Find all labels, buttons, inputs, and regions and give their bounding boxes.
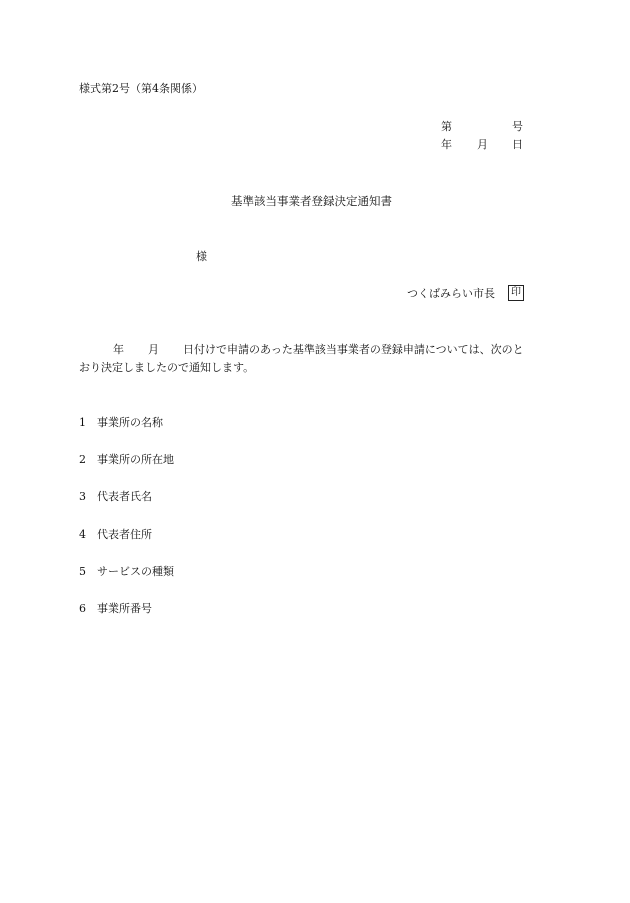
list-item <box>79 528 152 542</box>
item-number: 1 <box>79 416 86 429</box>
list-item <box>79 602 152 616</box>
list-item <box>79 490 152 504</box>
item-number: 2 <box>79 453 86 466</box>
item-number: 3 <box>79 490 86 503</box>
number-suffix: 号 <box>512 120 523 133</box>
item-label: 事業所番号 <box>97 602 152 615</box>
list-item <box>79 565 174 579</box>
form-label: 様式第2号（第4条関係） <box>79 82 203 95</box>
body-year: 年 <box>113 343 124 356</box>
addressee-honorific: 様 <box>196 250 207 263</box>
item-number: 4 <box>79 528 86 541</box>
item-label: 事業所の名称 <box>97 416 163 429</box>
body-text-line-2: おり決定しましたので通知します。 <box>79 361 255 374</box>
item-label: 代表者住所 <box>97 528 152 541</box>
body-text-line-1 <box>79 343 524 357</box>
item-label: 事業所の所在地 <box>97 453 174 466</box>
item-number: 5 <box>79 565 86 578</box>
document-title: 基準該当事業者登録決定通知書 <box>231 194 392 208</box>
body-line1-rest: 日付けで申請のあった基準該当事業者の登録申請については、次のと <box>183 343 524 356</box>
seal-mark: 印 <box>508 285 524 301</box>
list-item <box>79 416 163 430</box>
item-label: サービスの種類 <box>97 565 174 578</box>
issuer-name: つくばみらい市長 <box>407 287 495 300</box>
date-month-label: 月 <box>477 138 488 151</box>
date-year-label: 年 <box>441 138 452 151</box>
list-item <box>79 453 174 467</box>
date-day-label: 日 <box>512 138 523 151</box>
item-number: 6 <box>79 602 86 615</box>
body-month: 月 <box>148 343 159 356</box>
number-prefix: 第 <box>441 120 452 133</box>
item-label: 代表者氏名 <box>97 490 152 503</box>
